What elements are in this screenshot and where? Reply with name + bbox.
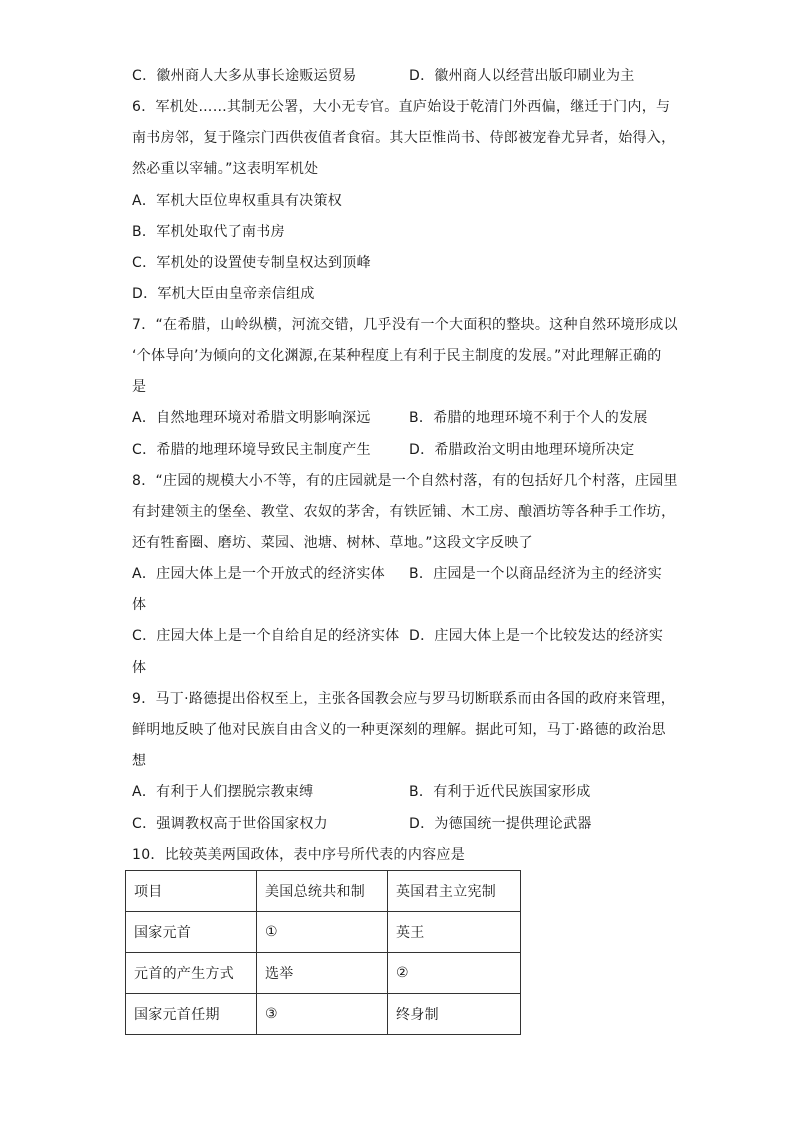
q9-stem-line-3: 想: [132, 753, 147, 769]
q8-stem-line-1: 8．“庄园的规模大小不等，有的庄园就是一个自然村落，有的包括好几个村落，庄园里: [132, 473, 678, 489]
q9-option-a: A．有利于人们摆脱宗教束缚: [132, 784, 314, 800]
table-cell: 国家元首: [126, 912, 257, 953]
q8-option-a: A．庄园大体上是一个开放式的经济实体: [132, 566, 385, 582]
q5-option-d: D．徽州商人以经营出版印刷业为主: [409, 68, 635, 84]
q6-stem-line-2: 南书房邻，复于隆宗门西供夜值者食宿。其大臣惟尚书、侍郎被宠眷尤异者，始得入，: [132, 130, 676, 146]
q5-option-c: C．徽州商人大多从事长途贩运贸易: [132, 68, 357, 84]
q7-stem-line-2: ‘个体导向’为倾向的文化渊源,在某种程度上有利于民主制度的发展。”对此理解正确的: [132, 348, 662, 364]
table-cell: 选举: [257, 953, 388, 994]
table-cell: ①: [257, 912, 388, 953]
q9-option-b: B．有利于近代民族国家形成: [409, 784, 591, 800]
table-row: [126, 994, 521, 1035]
q9-stem-line-2: 鲜明地反映了他对民族自由含义的一种更深刻的理解。据此可知，马丁·路德的政治思: [132, 722, 666, 738]
q7-stem-line-1: 7．“在希腊，山岭纵横，河流交错，几乎没有一个大面积的整块。这种自然环境形成以: [132, 317, 678, 333]
q6-stem-line-1: 6．军机处……其制无公署，大小无专官。直庐始设于乾清门外西偏，继迁于门内，与: [132, 99, 671, 115]
q6-option-b: B．军机处取代了南书房: [132, 224, 285, 240]
q9-stem-line-1: 9．马丁·路德提出俗权至上，主张各国教会应与罗马切断联系而由各国的政府来管理，: [132, 691, 676, 707]
table-row: [126, 953, 521, 994]
q8-option-d-continued: 体: [132, 660, 147, 676]
table-cell: 元首的产生方式: [126, 953, 257, 994]
q8-stem-line-3: 还有牲畜圈、磨坊、菜园、池塘、树林、草地。”这段文字反映了: [132, 535, 533, 551]
q6-option-d: D．军机大臣由皇帝亲信组成: [132, 286, 315, 302]
table-cell: ②: [388, 953, 521, 994]
table-cell: ③: [257, 994, 388, 1035]
table-cell: 终身制: [388, 994, 521, 1035]
q8-option-c: C．庄园大体上是一个自给自足的经济实体: [132, 628, 400, 644]
table-cell: 国家元首任期: [126, 994, 257, 1035]
q7-option-b: B．希腊的地理环境不利于个人的发展: [409, 410, 648, 426]
q8-option-b-continued: 体: [132, 597, 147, 613]
q7-option-d: D．希腊政治文明由地理环境所决定: [409, 442, 635, 458]
table-cell: 英王: [388, 912, 521, 953]
q6-option-a: A．军机大臣位卑权重具有决策权: [132, 193, 343, 209]
q6-stem-line-3: 然必重以宰辅。”这表明军机处: [132, 161, 319, 177]
table-header-cell: 英国君主立宪制: [388, 871, 521, 912]
q8-option-d: D．庄园大体上是一个比较发达的经济实: [409, 628, 664, 644]
q9-option-d: D．为德国统一提供理论武器: [409, 816, 592, 832]
q8-stem-line-2: 有封建领主的堡垒、教堂、农奴的茅舍，有铁匠铺、木工房、酿酒坊等各种手工作坊，: [132, 504, 676, 520]
q7-option-c: C．希腊的地理环境导致民主制度产生: [132, 442, 371, 458]
comparison-table: [125, 870, 521, 1035]
q8-option-b: B．庄园是一个以商品经济为主的经济实: [409, 566, 663, 582]
table-row: [126, 912, 521, 953]
table-header-row: [126, 871, 521, 912]
q6-option-c: C．军机处的设置使专制皇权达到顶峰: [132, 255, 371, 271]
table-header-cell: 美国总统共和制: [257, 871, 388, 912]
q10-stem: 10．比较英美两国政体，表中序号所代表的内容应是: [132, 847, 466, 863]
q7-option-a: A．自然地理环境对希腊文明影响深远: [132, 410, 371, 426]
q9-option-c: C．强调教权高于世俗国家权力: [132, 816, 328, 832]
q7-stem-line-3: 是: [132, 379, 147, 395]
table-header-cell: 项目: [126, 871, 257, 912]
